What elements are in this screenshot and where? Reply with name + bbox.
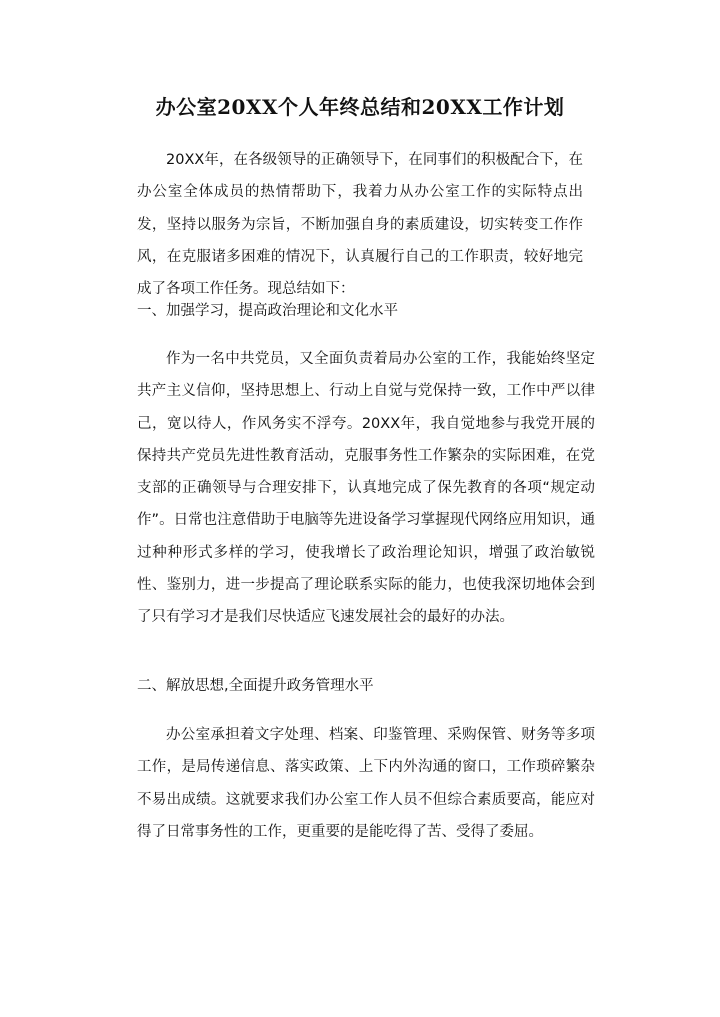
- intro-paragraph: 20XX年，在各级领导的正确领导下，在同事们的积极配合下，在办公室全体成员的热情帮助下，我着力从办公室工作的实际特点出发，坚持以服务为宗旨，不断加强自身的素质建设，切实转变工作作风，在克服诸多困难的情况下，认真履行自己的工作职责，较好地完成了各项工作任务。现总结如下：: [137, 152, 583, 298]
- section-paragraph-1: 作为一名中共党员，又全面负责着局办公室的工作，我能始终坚定共产主义信仰，坚持思想上、行动上自觉与党保持一致，工作中严以律己，宽以待人，作风务实不浮夸。20XX年，我自觉地参与我党开展的保持共产党员先进性教育活动，克服事务性工作繁杂的实际困难，在党支部的正确领导与合理安排下，认真地完成了保先教育的各项“规定动作”。日常也注意借助于电脑等先进设备学习掌握现代网络应用知识，通过种种形式多样的学习，使我增长了政治理论知识，增强了政治敏锐性、鉴别力，进一步提高了理论联系实际的能力，也使我深切地体会到了只有学习才是我们尽快适应飞速发展社会的最好的办法。: [137, 351, 595, 626]
- section-paragraph-2: 办公室承担着文字处理、档案、印鉴管理、采购保管、财务等多项工作，是局传递信息、落实政策、上下内外沟通的窗口，工作琐碎繁杂不易出成绩。这就要求我们办公室工作人员不但综合素质要高，能应对得了日常事务性的工作，更重要的是能吃得了苦、受得了委屈。: [137, 727, 595, 840]
- section-heading-1: 一、加强学习，提高政治理论和文化水平: [137, 303, 398, 319]
- document-title: 办公室20XX个人年终总结和20XX工作计划: [155, 95, 565, 119]
- section-heading-2: 二、解放思想,全面提升政务管理水平: [137, 678, 374, 694]
